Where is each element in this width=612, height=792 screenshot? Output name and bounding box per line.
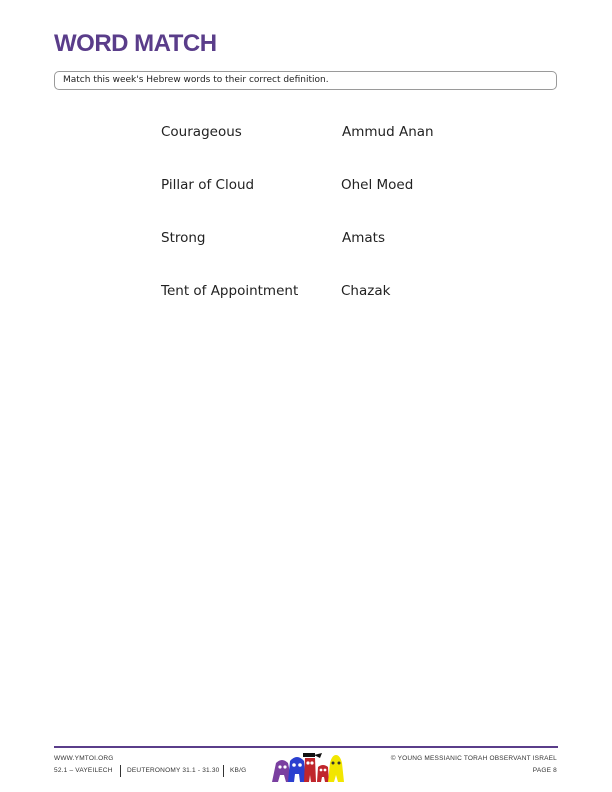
instruction-box [54, 71, 557, 90]
footer-separator [120, 765, 121, 777]
footer-copyright: © YOUNG MESSIANIC TORAH OBSERVANT ISRAEL [390, 755, 557, 762]
logo-figure-yellow-icon [328, 755, 344, 782]
logo-figure-blue-icon [288, 757, 306, 782]
footer-page-number: PAGE 8 [532, 767, 557, 774]
hebrew-word-item[interactable]: Ohel Moed [341, 177, 414, 193]
footer-level: KB/G [230, 767, 247, 774]
hebrew-word-item[interactable]: Chazak [341, 283, 391, 299]
footer-website[interactable]: WWW.YMTOI.ORG [54, 755, 114, 762]
page-title: WORD MATCH [54, 30, 217, 57]
definition-item[interactable]: Courageous [161, 124, 242, 140]
footer-reference: DEUTERONOMY 31.1 - 31.30 [127, 767, 220, 774]
logo-figure-red-small-icon [317, 765, 329, 782]
footer-divider [54, 746, 558, 748]
ymtoi-logo-icon [270, 751, 346, 783]
footer-parsha: 52.1 – VAYEILECH [54, 767, 113, 774]
footer-separator [223, 765, 224, 777]
definition-item[interactable]: Strong [161, 230, 206, 246]
definition-item[interactable]: Tent of Appointment [161, 283, 299, 299]
instruction-text: Match this week's Hebrew words to their correct definition. [63, 75, 329, 85]
hebrew-word-item[interactable]: Amats [342, 230, 385, 246]
definition-item[interactable]: Pillar of Cloud [161, 177, 255, 193]
hebrew-word-item[interactable]: Ammud Anan [342, 124, 434, 140]
